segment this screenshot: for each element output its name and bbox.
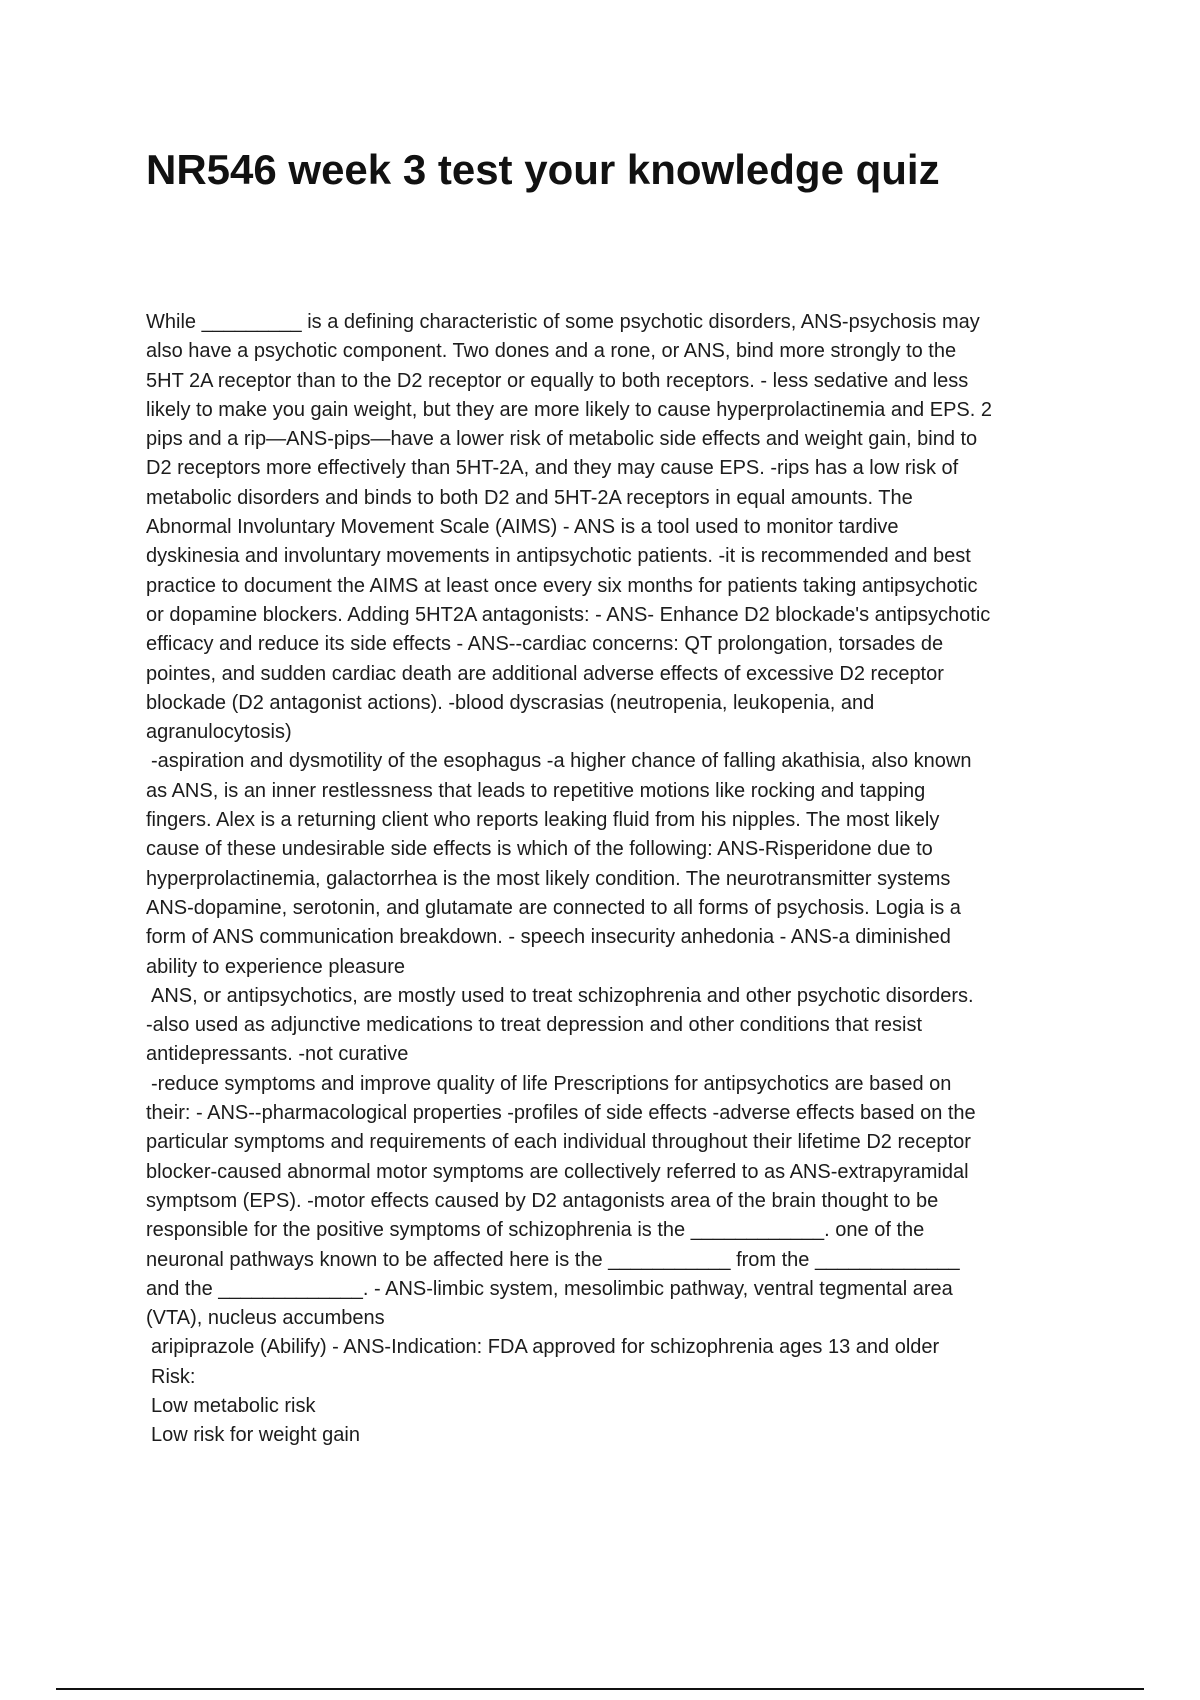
body-line: pips and a rip—ANS-pips—have a lower risk of metabolic side effects and weight gain, bind to — [146, 428, 978, 451]
body-line: Low metabolic risk — [151, 1394, 316, 1417]
body-line: blockade (D2 antagonist actions). -blood dyscrasias (neutropenia, leukopenia, and — [146, 691, 875, 714]
document-title: NR546 week 3 test your knowledge quiz — [146, 146, 940, 193]
body-line: efficacy and reduce its side effects - ANS--cardiac concerns: QT prolongation, torsades de — [146, 633, 944, 656]
body-line: and the _____________. - ANS-limbic system, mesolimbic pathway, ventral tegmental area — [146, 1277, 953, 1300]
body-line: dyskinesia and involuntary movements in antipsychotic patients. -it is recommended and best — [146, 545, 971, 568]
body-line: While _________ is a defining characteristic of some psychotic disorders, ANS-psychosis may — [146, 311, 980, 333]
body-line: ANS, or antipsychotics, are mostly used to treat schizophrenia and other psychotic disorders. — [151, 984, 974, 1007]
page-bottom-divider — [56, 1688, 1144, 1690]
body-line: ANS-dopamine, serotonin, and glutamate are connected to all forms of psychosis. Logia is a — [146, 896, 961, 919]
body-line: hyperprolactinemia, galactorrhea is the most likely condition. The neurotransmitter systems — [146, 867, 951, 890]
body-line: 5HT 2A receptor than to the D2 receptor or equally to both receptors. - less sedative and less — [146, 369, 969, 392]
body-line: (VTA), nucleus accumbens — [146, 1307, 385, 1330]
body-line: likely to make you gain weight, but they are more likely to cause hyperprolactinemia and EPS. 2 — [146, 398, 992, 421]
body-line: neuronal pathways known to be affected here is the ___________ from the _____________ — [146, 1248, 960, 1271]
body-line: blocker-caused abnormal motor symptoms are collectively referred to as ANS-extrapyramidal — [146, 1160, 969, 1183]
body-line: symptsom (EPS). -motor effects caused by D2 antagonists area of the brain thought to be — [146, 1189, 939, 1212]
body-line: metabolic disorders and binds to both D2 and 5HT-2A receptors in equal amounts. The — [146, 486, 913, 509]
body-line: Low risk for weight gain — [151, 1424, 360, 1447]
body-line: Risk: — [151, 1365, 196, 1388]
body-line: Abnormal Involuntary Movement Scale (AIMS) - ANS is a tool used to monitor tardive — [146, 516, 899, 539]
body-line: D2 receptors more effectively than 5HT-2A, and they may cause EPS. -rips has a low risk of — [146, 457, 959, 480]
body-line: or dopamine blockers. Adding 5HT2A antagonists: - ANS- Enhance D2 blockade's antipsychotic — [146, 603, 991, 626]
body-line: responsible for the positive symptoms of schizophrenia is the ____________. one of the — [146, 1219, 925, 1242]
body-line: -aspiration and dysmotility of the esophagus -a higher chance of falling akathisia, also known — [151, 750, 972, 773]
body-line: aripiprazole (Abilify) - ANS-Indication: FDA approved for schizophrenia ages 13 and older — [151, 1336, 940, 1359]
document-body — [146, 308, 1090, 1451]
body-line: -also used as adjunctive medications to treat depression and other conditions that resist — [146, 1014, 922, 1037]
body-line: pointes, and sudden cardiac death are additional adverse effects of excessive D2 receptor — [146, 662, 944, 685]
body-line: as ANS, is an inner restlessness that leads to repetitive motions like rocking and tapping — [146, 779, 926, 802]
body-line: form of ANS communication breakdown. - speech insecurity anhedonia - ANS-a diminished — [146, 926, 951, 949]
body-line: also have a psychotic component. Two dones and a rone, or ANS, bind more strongly to the — [146, 340, 957, 363]
body-line: fingers. Alex is a returning client who reports leaking fluid from his nipples. The most likely — [146, 809, 940, 832]
body-line: particular symptoms and requirements of each individual throughout their lifetime D2 receptor — [146, 1131, 971, 1154]
body-line: agranulocytosis) — [146, 721, 292, 744]
body-line: their: - ANS--pharmacological properties -profiles of side effects -adverse effects based on the — [146, 1102, 976, 1125]
body-line: practice to document the AIMS at least once every six months for patients taking antipsychotic — [146, 574, 978, 597]
body-line: ability to experience pleasure — [146, 955, 406, 978]
body-line: antidepressants. -not curative — [146, 1043, 409, 1066]
body-line: -reduce symptoms and improve quality of life Prescriptions for antipsychotics are based on — [151, 1072, 952, 1095]
body-line: cause of these undesirable side effects is which of the following: ANS-Risperidone due to — [146, 838, 933, 861]
